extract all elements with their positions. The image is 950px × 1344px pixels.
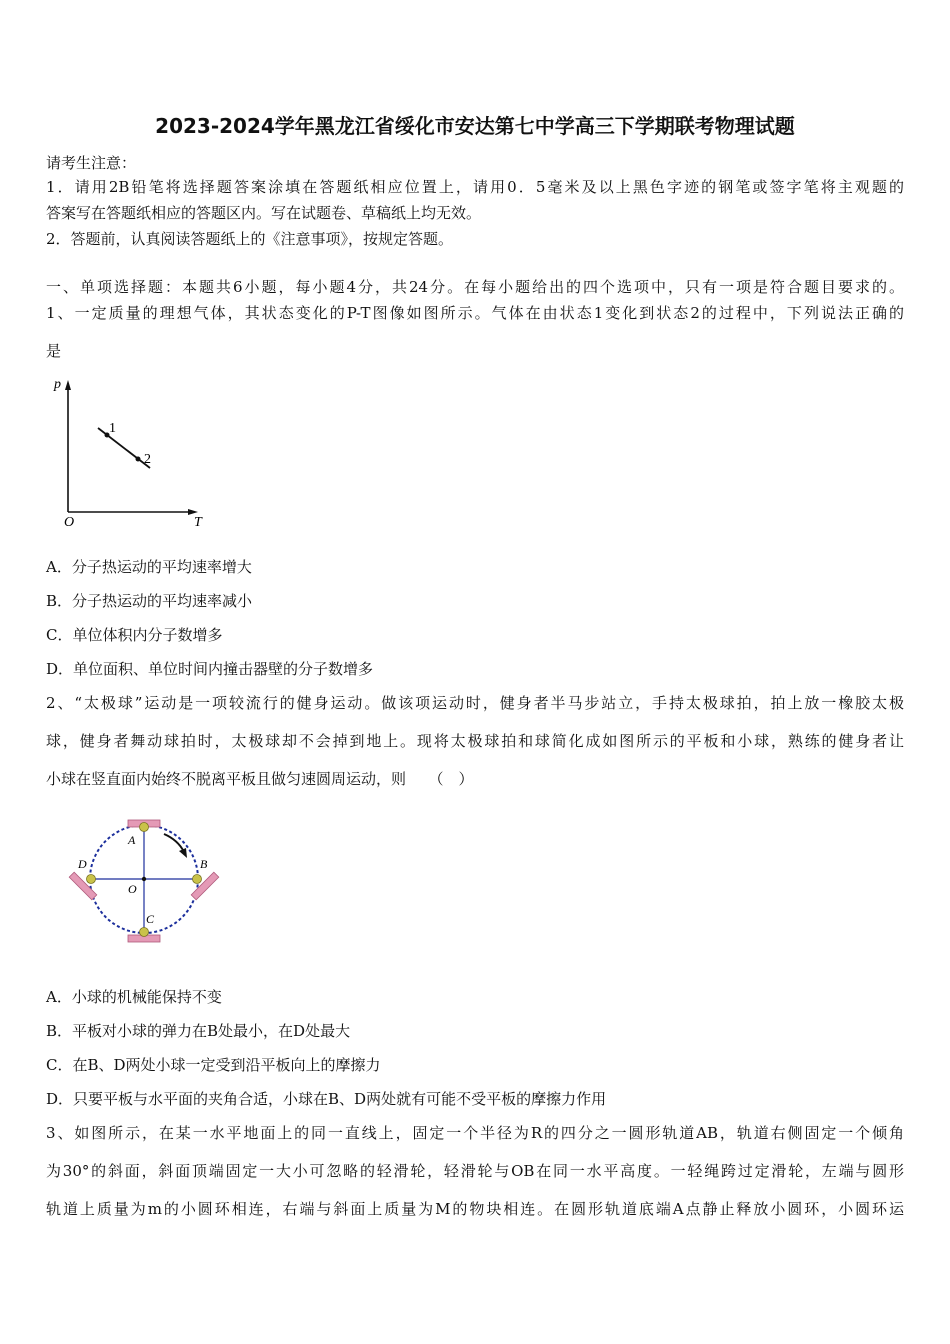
q1-point-1-label: 1 bbox=[109, 421, 116, 436]
q3-stem-line-1: 3、如图所示，在某一水平地面上的同一直线上，固定一个半径为R的四分之一圆形轨道AB，轨道右侧固定一个倾角 bbox=[46, 1124, 904, 1142]
q2-stem-line-1: 2、“太极球”运动是一项较流行的健身运动。做该项运动时，健身者半马步站立，手持太极球拍，拍上放一橡胶太极 bbox=[46, 694, 904, 712]
q1-option-a[interactable]: A．分子热运动的平均速率增大 bbox=[46, 558, 252, 576]
q2-center-point bbox=[142, 877, 146, 881]
q2-ball-b bbox=[193, 875, 202, 884]
q1-option-c[interactable]: C．单位体积内分子数增多 bbox=[46, 626, 223, 644]
q1-pt-graph bbox=[44, 372, 214, 532]
q2-stem-line-3: 小球在竖直面内始终不脱离平板且做匀速圆周运动，则 （ ） bbox=[46, 770, 474, 788]
q2-rotation-arrow bbox=[164, 834, 184, 852]
q2-option-c[interactable]: C．在B、D两处小球一定受到沿平板向上的摩擦力 bbox=[46, 1056, 381, 1074]
q1-stem-line-1: 1、一定质量的理想气体，其状态变化的P-T图像如图所示。气体在由状态1变化到状态2的过程中，下列说法正确的 bbox=[46, 304, 904, 322]
q1-y-label: p bbox=[54, 377, 61, 392]
q2-label-b: B bbox=[200, 857, 208, 871]
q3-stem-line-3: 轨道上质量为m的小圆环相连，右端与斜面上质量为M的物块相连。在圆形轨道底端A点静止释放小圆环，小圆环运 bbox=[46, 1200, 904, 1218]
q2-option-b[interactable]: B．平板对小球的弹力在B处最小，在D处最大 bbox=[46, 1022, 351, 1040]
q2-label-a: A bbox=[128, 833, 136, 847]
notice-item-2: 2．答题前，认真阅读答题纸上的《注意事项》，按规定答题。 bbox=[46, 230, 454, 248]
q2-option-d[interactable]: D．只要平板与水平面的夹角合适，小球在B、D两处就有可能不受平板的摩擦力作用 bbox=[46, 1090, 607, 1108]
q1-option-d[interactable]: D．单位面积、单位时间内撞击器壁的分子数增多 bbox=[46, 660, 374, 678]
notice-heading: 请考生注意： bbox=[46, 154, 137, 172]
q2-ball-a bbox=[140, 823, 149, 832]
q1-option-b[interactable]: B．分子热运动的平均速率减小 bbox=[46, 592, 253, 610]
q3-stem-line-2: 为30°的斜面，斜面顶端固定一大小可忽略的轻滑轮，轻滑轮与OB在同一水平高度。一轻绳跨过定滑轮，左端与圆形 bbox=[46, 1162, 904, 1180]
q2-ball-c bbox=[140, 928, 149, 937]
notice-item-1-line-1: 1．请用2B铅笔将选择题答案涂填在答题纸相应位置上，请用0．5毫米及以上黑色字迹的钢笔或签字笔将主观题的 bbox=[46, 178, 904, 196]
q1-origin-label: O bbox=[64, 515, 75, 530]
section-heading: 一、单项选择题：本题共6小题，每小题4分，共24分。在每小题给出的四个选项中，只有一项是符合题目要求的。 bbox=[46, 278, 904, 296]
q1-x-label: T bbox=[194, 515, 202, 530]
q2-label-d: D bbox=[78, 857, 87, 871]
q2-stem-line-2: 球，健身者舞动球拍时，太极球却不会掉到地上。现将太极球拍和球简化成如图所示的平板和小球，熟练的健身者让 bbox=[46, 732, 904, 750]
q1-point-2 bbox=[136, 457, 141, 462]
q2-taiji-figure bbox=[66, 806, 226, 956]
q2-ball-d bbox=[87, 875, 96, 884]
notice-item-1-line-2: 答案写在答题纸相应的答题区内。写在试题卷、草稿纸上均无效。 bbox=[46, 204, 482, 222]
q1-stem-line-2: 是 bbox=[46, 342, 62, 360]
q2-label-c: C bbox=[146, 912, 155, 926]
q1-y-arrow bbox=[65, 380, 71, 390]
page-title: 2023-2024学年黑龙江省绥化市安达第七中学高三下学期联考物理试题 bbox=[155, 114, 795, 138]
q2-label-o: O bbox=[128, 882, 137, 896]
q1-point-2-label: 2 bbox=[144, 452, 151, 467]
q2-option-a[interactable]: A．小球的机械能保持不变 bbox=[46, 988, 222, 1006]
q2-rotation-arrowhead bbox=[179, 848, 187, 858]
